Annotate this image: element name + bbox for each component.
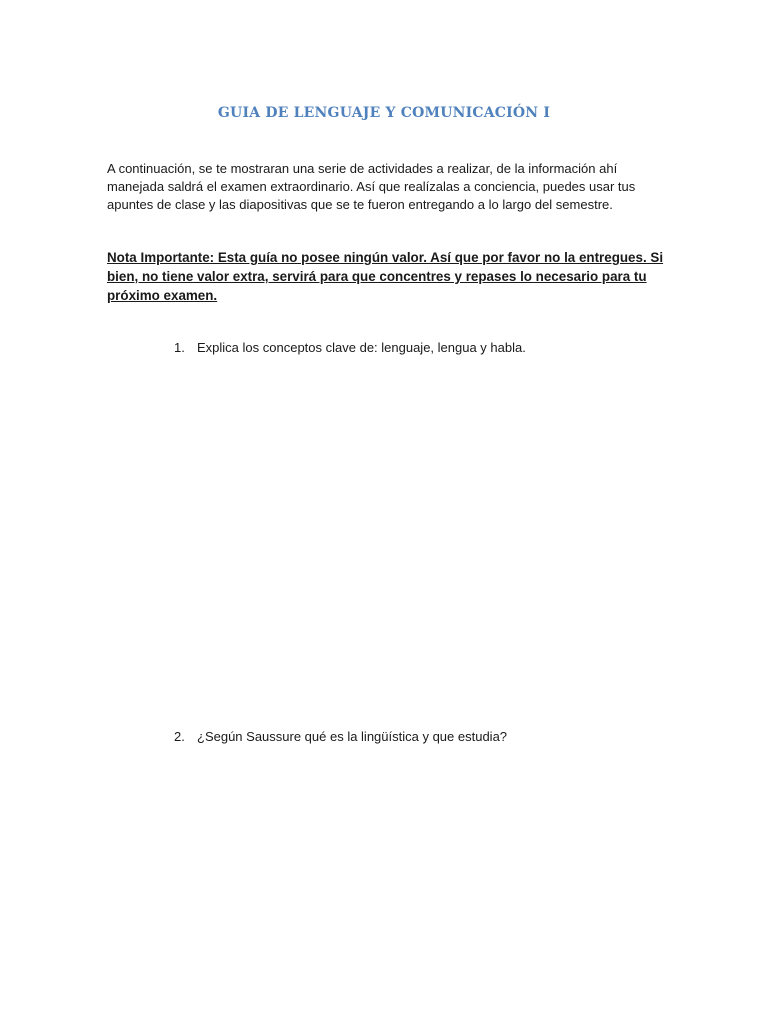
question-number: 2. xyxy=(174,729,185,744)
intro-line: manejada saldrá el examen extraordinario. Así que realízalas a conciencia, puedes usar tus xyxy=(107,179,636,194)
important-note xyxy=(107,248,667,305)
note-line: Nota Importante: Esta guía no posee ningún valor. Así que por favor no la entregues. Si xyxy=(107,250,664,265)
note-line: próximo examen. xyxy=(107,288,218,303)
document-title: GUIA DE LENGUAJE Y COMUNICACIÓN I xyxy=(217,105,551,121)
intro-line: apuntes de clase y las diapositivas que se te fueron entregando a lo largo del semestre. xyxy=(107,197,613,212)
question-item xyxy=(174,728,507,746)
intro-paragraph xyxy=(107,160,667,214)
intro-line: A continuación, se te mostraran una serie de actividades a realizar, de la información ahí xyxy=(107,161,618,176)
question-number: 1. xyxy=(174,340,185,355)
question-text: Explica los conceptos clave de: lenguaje, lengua y habla. xyxy=(197,340,526,355)
note-line: bien, no tiene valor extra, servirá para que concentres y repases lo necesario para tu xyxy=(107,269,647,284)
question-item xyxy=(174,339,526,357)
question-text: ¿Según Saussure qué es la lingüística y que estudia? xyxy=(197,729,508,744)
